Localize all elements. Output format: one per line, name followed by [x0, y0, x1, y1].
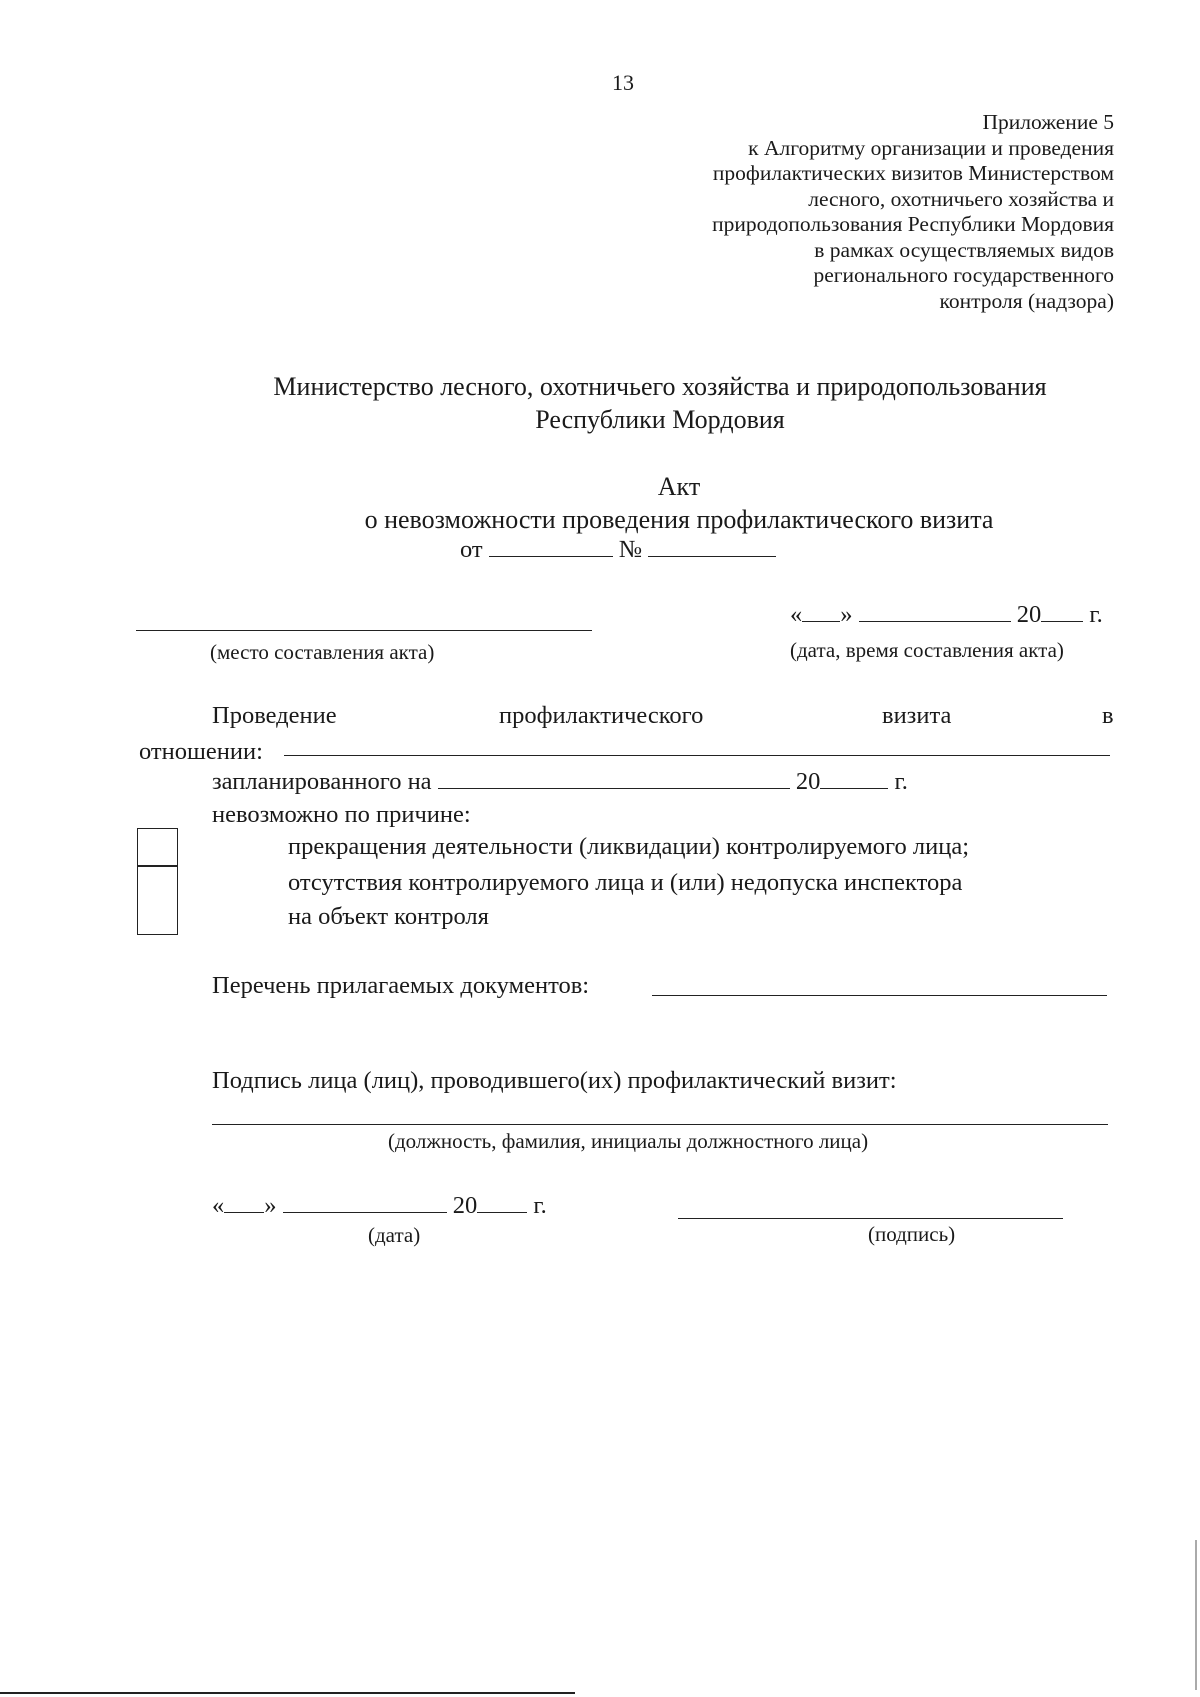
scan-right-edge	[1195, 1540, 1197, 1690]
reason-checkbox-liquidation[interactable]	[137, 828, 178, 867]
position-field[interactable]	[212, 1124, 1108, 1125]
act-date-field[interactable]	[489, 538, 613, 557]
planned-date-field[interactable]	[438, 770, 790, 789]
planned-year-field[interactable]	[820, 770, 888, 789]
body-word: профилактического	[499, 702, 704, 729]
quote-close: »	[840, 601, 853, 628]
appendix-line: контроля (надзора)	[939, 288, 1114, 313]
appendix-block	[594, 110, 1114, 314]
sign-year-field[interactable]	[477, 1194, 527, 1213]
year-field[interactable]	[1041, 603, 1083, 622]
appendix-line: регионального государственного	[813, 263, 1114, 287]
regarding-field[interactable]	[284, 755, 1110, 756]
appendix-line: профилактических визитов Министерством	[712, 161, 1114, 185]
year-prefix: 20	[1016, 601, 1042, 628]
sign-month-field[interactable]	[283, 1194, 447, 1213]
act-subtitle: о невозможности проведения профилактического визита	[364, 505, 994, 534]
act-number-row	[460, 536, 776, 564]
planned-year-suffix: г.	[894, 768, 908, 795]
act-title-block	[0, 470, 1200, 536]
body-word: визита	[882, 702, 952, 729]
act-title: Акт	[657, 472, 701, 501]
appendix-line: лесного, охотничьего хозяйства и	[808, 186, 1114, 211]
planned-label: запланированного на	[212, 768, 432, 795]
page-number: 13	[612, 70, 634, 95]
regarding-label: отношении:	[139, 738, 263, 765]
month-field[interactable]	[859, 603, 1011, 622]
ministry-line: Республики Мордовия	[535, 405, 785, 434]
ministry-name	[0, 370, 1200, 436]
appendix-line: в рамках осуществляемых видов	[814, 237, 1114, 262]
reason-checkbox-absence[interactable]	[137, 865, 178, 935]
sign-day-field[interactable]	[224, 1194, 264, 1213]
appendix-line: к Алгоритму организации и проведения	[748, 135, 1114, 160]
planned-year-prefix: 20	[795, 768, 821, 795]
documents-field[interactable]	[652, 995, 1107, 996]
sign-date-row	[212, 1192, 547, 1220]
quote-open: «	[790, 601, 803, 628]
signature-caption: (подпись)	[868, 1222, 956, 1246]
reason-text: на объект контроля	[288, 903, 489, 930]
place-caption: (место составления акта)	[210, 640, 435, 664]
act-number-field[interactable]	[648, 538, 776, 557]
reason-text: прекращения деятельности (ликвидации) контролируемого лица;	[288, 833, 969, 860]
planned-row	[212, 768, 908, 796]
place-field[interactable]	[136, 630, 592, 631]
sign-year-suffix: г.	[533, 1192, 547, 1219]
number-sign: №	[618, 536, 643, 563]
year-suffix: г.	[1089, 601, 1103, 628]
date-caption: (дата, время составления акта)	[790, 638, 1064, 662]
impossible-label: невозможно по причине:	[212, 801, 471, 828]
from-label: от	[460, 536, 483, 563]
sign-year-prefix: 20	[452, 1192, 478, 1219]
signature-field[interactable]	[678, 1218, 1063, 1219]
reason-text: отсутствия контролируемого лица и (или) недопуска инспектора	[288, 869, 963, 896]
appendix-line: природопользования Республики Мордовия	[712, 212, 1114, 236]
ministry-line: Министерство лесного, охотничьего хозяйства и природопользования	[273, 372, 1047, 401]
day-field[interactable]	[802, 603, 840, 622]
scan-bottom-edge	[0, 1692, 575, 1694]
quote-open: «	[212, 1192, 225, 1219]
signature-label: Подпись лица (лиц), проводившего(их) профилактический визит:	[212, 1067, 897, 1094]
sign-date-caption: (дата)	[368, 1223, 421, 1247]
body-word: Проведение	[212, 702, 337, 729]
body-word: в	[1102, 702, 1114, 729]
position-caption: (должность, фамилия, инициалы должностного лица)	[388, 1129, 869, 1153]
date-row	[790, 601, 1103, 629]
documents-label: Перечень прилагаемых документов:	[212, 972, 590, 999]
quote-close: »	[264, 1192, 277, 1219]
appendix-line: Приложение 5	[982, 110, 1114, 134]
